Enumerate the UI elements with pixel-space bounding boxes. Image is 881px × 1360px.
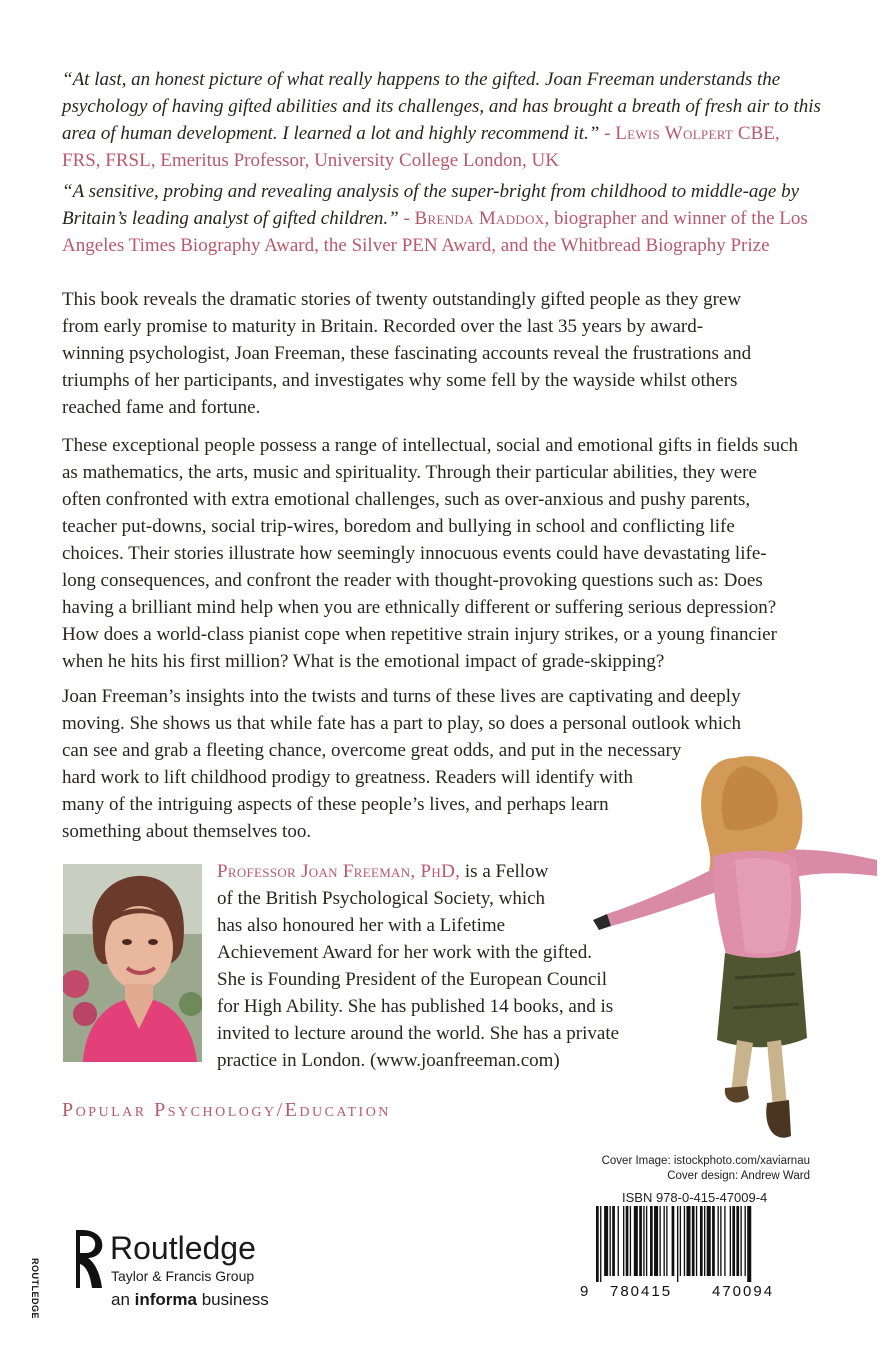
barcode-bar — [692, 1206, 695, 1276]
review-quote-1 — [62, 66, 822, 174]
line: can see and grab a fleeting chance, overcome great odds, and put in the necessary — [62, 740, 682, 761]
line: reached fame and fortune. — [62, 397, 261, 418]
quote-credentials: CBE, FRS, FRSL, Emeritus Professor, University College London, UK — [62, 123, 780, 171]
quote-credentials: , biographer and winner of the Los Angeles Times Biography Award, the Silver PEN Award, and the Whitbread Biography Prize — [62, 208, 808, 256]
author-photo — [63, 864, 202, 1062]
barcode-bar — [712, 1206, 715, 1276]
line: as mathematics, the arts, music and spirituality. Through their particular abilities, they were — [62, 462, 757, 483]
publisher-name: Routledge — [110, 1230, 256, 1266]
quote-text: “A sensitive, probing and revealing analysis of the super-bright from childhood to middle-age by Britain’s leading analyst of gifted children.” — [62, 181, 800, 229]
author-name: Professor Joan Freeman, PhD, — [217, 861, 461, 882]
line: from early promise to maturity in Britain. Recorded over the last 35 years by award- — [62, 316, 704, 337]
barcode-bar — [707, 1206, 711, 1276]
isbn-label: ISBN 978-0-415-47009-4 — [622, 1190, 768, 1205]
barcode — [594, 1206, 810, 1282]
barcode-bar — [686, 1206, 690, 1276]
cover-design-credit: Cover design: Andrew Ward — [667, 1170, 810, 1182]
barcode-bar — [646, 1206, 647, 1276]
barcode-bar — [664, 1206, 665, 1276]
routledge-vertical-text: ROUTLEDGE — [30, 1258, 40, 1320]
line: something about themselves too. — [62, 821, 312, 842]
bio-line: Achievement Award for her work with the gifted. — [217, 942, 592, 963]
line: often confronted with extra emotional challenges, such as over-anxious and pushy parents, — [62, 489, 751, 510]
barcode-bar — [643, 1206, 644, 1276]
barcode-bar — [677, 1206, 678, 1282]
publisher-group: Taylor & Francis Group — [111, 1268, 255, 1284]
barcode-bar — [612, 1206, 615, 1276]
quote-author: Brenda Maddox — [414, 208, 545, 229]
barcode-bar — [639, 1206, 642, 1276]
bio-line: of the British Psychological Society, which — [217, 888, 546, 909]
barcode-bar — [600, 1206, 601, 1282]
barcode-bar — [730, 1206, 731, 1276]
quote-author: Lewis Wolpert — [615, 123, 734, 144]
barcode-bar — [654, 1206, 658, 1276]
line: long consequences, and confront the reader with thought-provoking questions such as: Does — [62, 570, 763, 591]
barcode-bar — [720, 1206, 721, 1276]
author-bio — [217, 858, 647, 1074]
bio-line: invited to lecture around the world. She has a private — [217, 1023, 620, 1044]
barcode-bar — [747, 1206, 751, 1282]
barcode-bar — [732, 1206, 735, 1276]
barcode-bar — [618, 1206, 619, 1276]
barcode-bar — [696, 1206, 697, 1276]
line: moving. She shows us that while fate has a part to play, so does a personal outlook which — [62, 713, 741, 734]
informa-post: business — [196, 1290, 269, 1309]
line: hard work to lift childhood prodigy to greatness. Readers will identify with — [62, 767, 633, 788]
barcode-bar — [610, 1206, 611, 1276]
bio-line: She is Founding President of the European Council — [217, 969, 607, 990]
quote-dash: - — [599, 123, 616, 144]
barcode-bar — [596, 1206, 599, 1282]
line: Joan Freeman’s insights into the twists and turns of these lives are captivating and deeply — [62, 686, 741, 707]
barcode-digits-left: 780415 — [610, 1283, 673, 1300]
bio-line: for High Ability. She has published 14 books, and is — [217, 996, 614, 1017]
line: many of the intriguing aspects of these people’s lives, and perhaps learn — [62, 794, 609, 815]
routledge-logo-icon — [62, 1228, 106, 1290]
barcode-digit-first: 9 — [580, 1283, 591, 1300]
bio-line: is a Fellow — [460, 861, 549, 882]
bio-line: practice in London. (www.joanfreeman.com) — [217, 1050, 560, 1071]
barcode-bar — [626, 1206, 629, 1276]
barcode-bar — [666, 1206, 667, 1276]
bio-line: has also honoured her with a Lifetime — [217, 915, 506, 936]
line: triumphs of her participants, and investigates why some fell by the wayside whilst others — [62, 370, 738, 391]
barcode-bar — [630, 1206, 631, 1276]
description-paragraph-2 — [62, 432, 862, 675]
barcode-bar — [650, 1206, 653, 1276]
barcode-bar — [736, 1206, 739, 1276]
barcode-bar — [740, 1206, 741, 1276]
barcode-bar — [672, 1206, 675, 1276]
line: These exceptional people possess a range of intellectual, social and emotional gifts in fields such — [62, 435, 799, 456]
barcode-bar — [634, 1206, 638, 1276]
barcode-bar — [684, 1206, 685, 1276]
line: How does a world-class pianist cope when repetitive strain injury strikes, or a young financier — [62, 624, 777, 645]
cover-image-credit: Cover Image: istockphoto.com/xaviarnau — [601, 1155, 810, 1167]
barcode-bar — [700, 1206, 703, 1276]
barcode-bar — [745, 1206, 746, 1276]
line: when he hits his first million? What is the emotional impact of grade-skipping? — [62, 651, 665, 672]
informa-pre: an — [111, 1290, 135, 1309]
barcode-bar — [718, 1206, 719, 1276]
description-paragraph-1 — [62, 286, 862, 421]
barcode-bar — [680, 1206, 681, 1276]
line: choices. Their stories illustrate how seemingly innocuous events could have devastating life- — [62, 543, 767, 564]
description-paragraph-3 — [62, 683, 862, 845]
cover-credits — [560, 1154, 810, 1184]
quote-dash: - — [398, 208, 415, 229]
barcode-bar — [724, 1206, 725, 1276]
subject-category: Popular Psychology/Education — [62, 1099, 391, 1121]
barcode-bar — [623, 1206, 624, 1276]
line: having a brilliant mind help when you are ethnically different or suffering serious depression? — [62, 597, 777, 618]
informa-bold: informa — [134, 1290, 197, 1309]
barcode-bar — [659, 1206, 660, 1276]
review-quote-2 — [62, 178, 822, 259]
quote-text: “At last, an honest picture of what really happens to the gifted. Joan Freeman understands the psychology of having gifted abilities and its challenges, and has brought a breath of fresh air to this area of human development. I learned a lot and highly recommend it.” — [62, 69, 821, 144]
line: This book reveals the dramatic stories of twenty outstandingly gifted people as they grew — [62, 289, 742, 310]
barcode-bar — [704, 1206, 705, 1276]
line: teacher put-downs, social trip-wires, boredom and bullying in school and conflicting life — [62, 516, 735, 537]
barcode-bar — [604, 1206, 608, 1276]
book-description — [62, 286, 862, 855]
line: winning psychologist, Joan Freeman, these fascinating accounts reveal the frustrations and — [62, 343, 752, 364]
informa-business — [111, 1290, 269, 1310]
barcode-digits-right: 470094 — [712, 1283, 775, 1300]
